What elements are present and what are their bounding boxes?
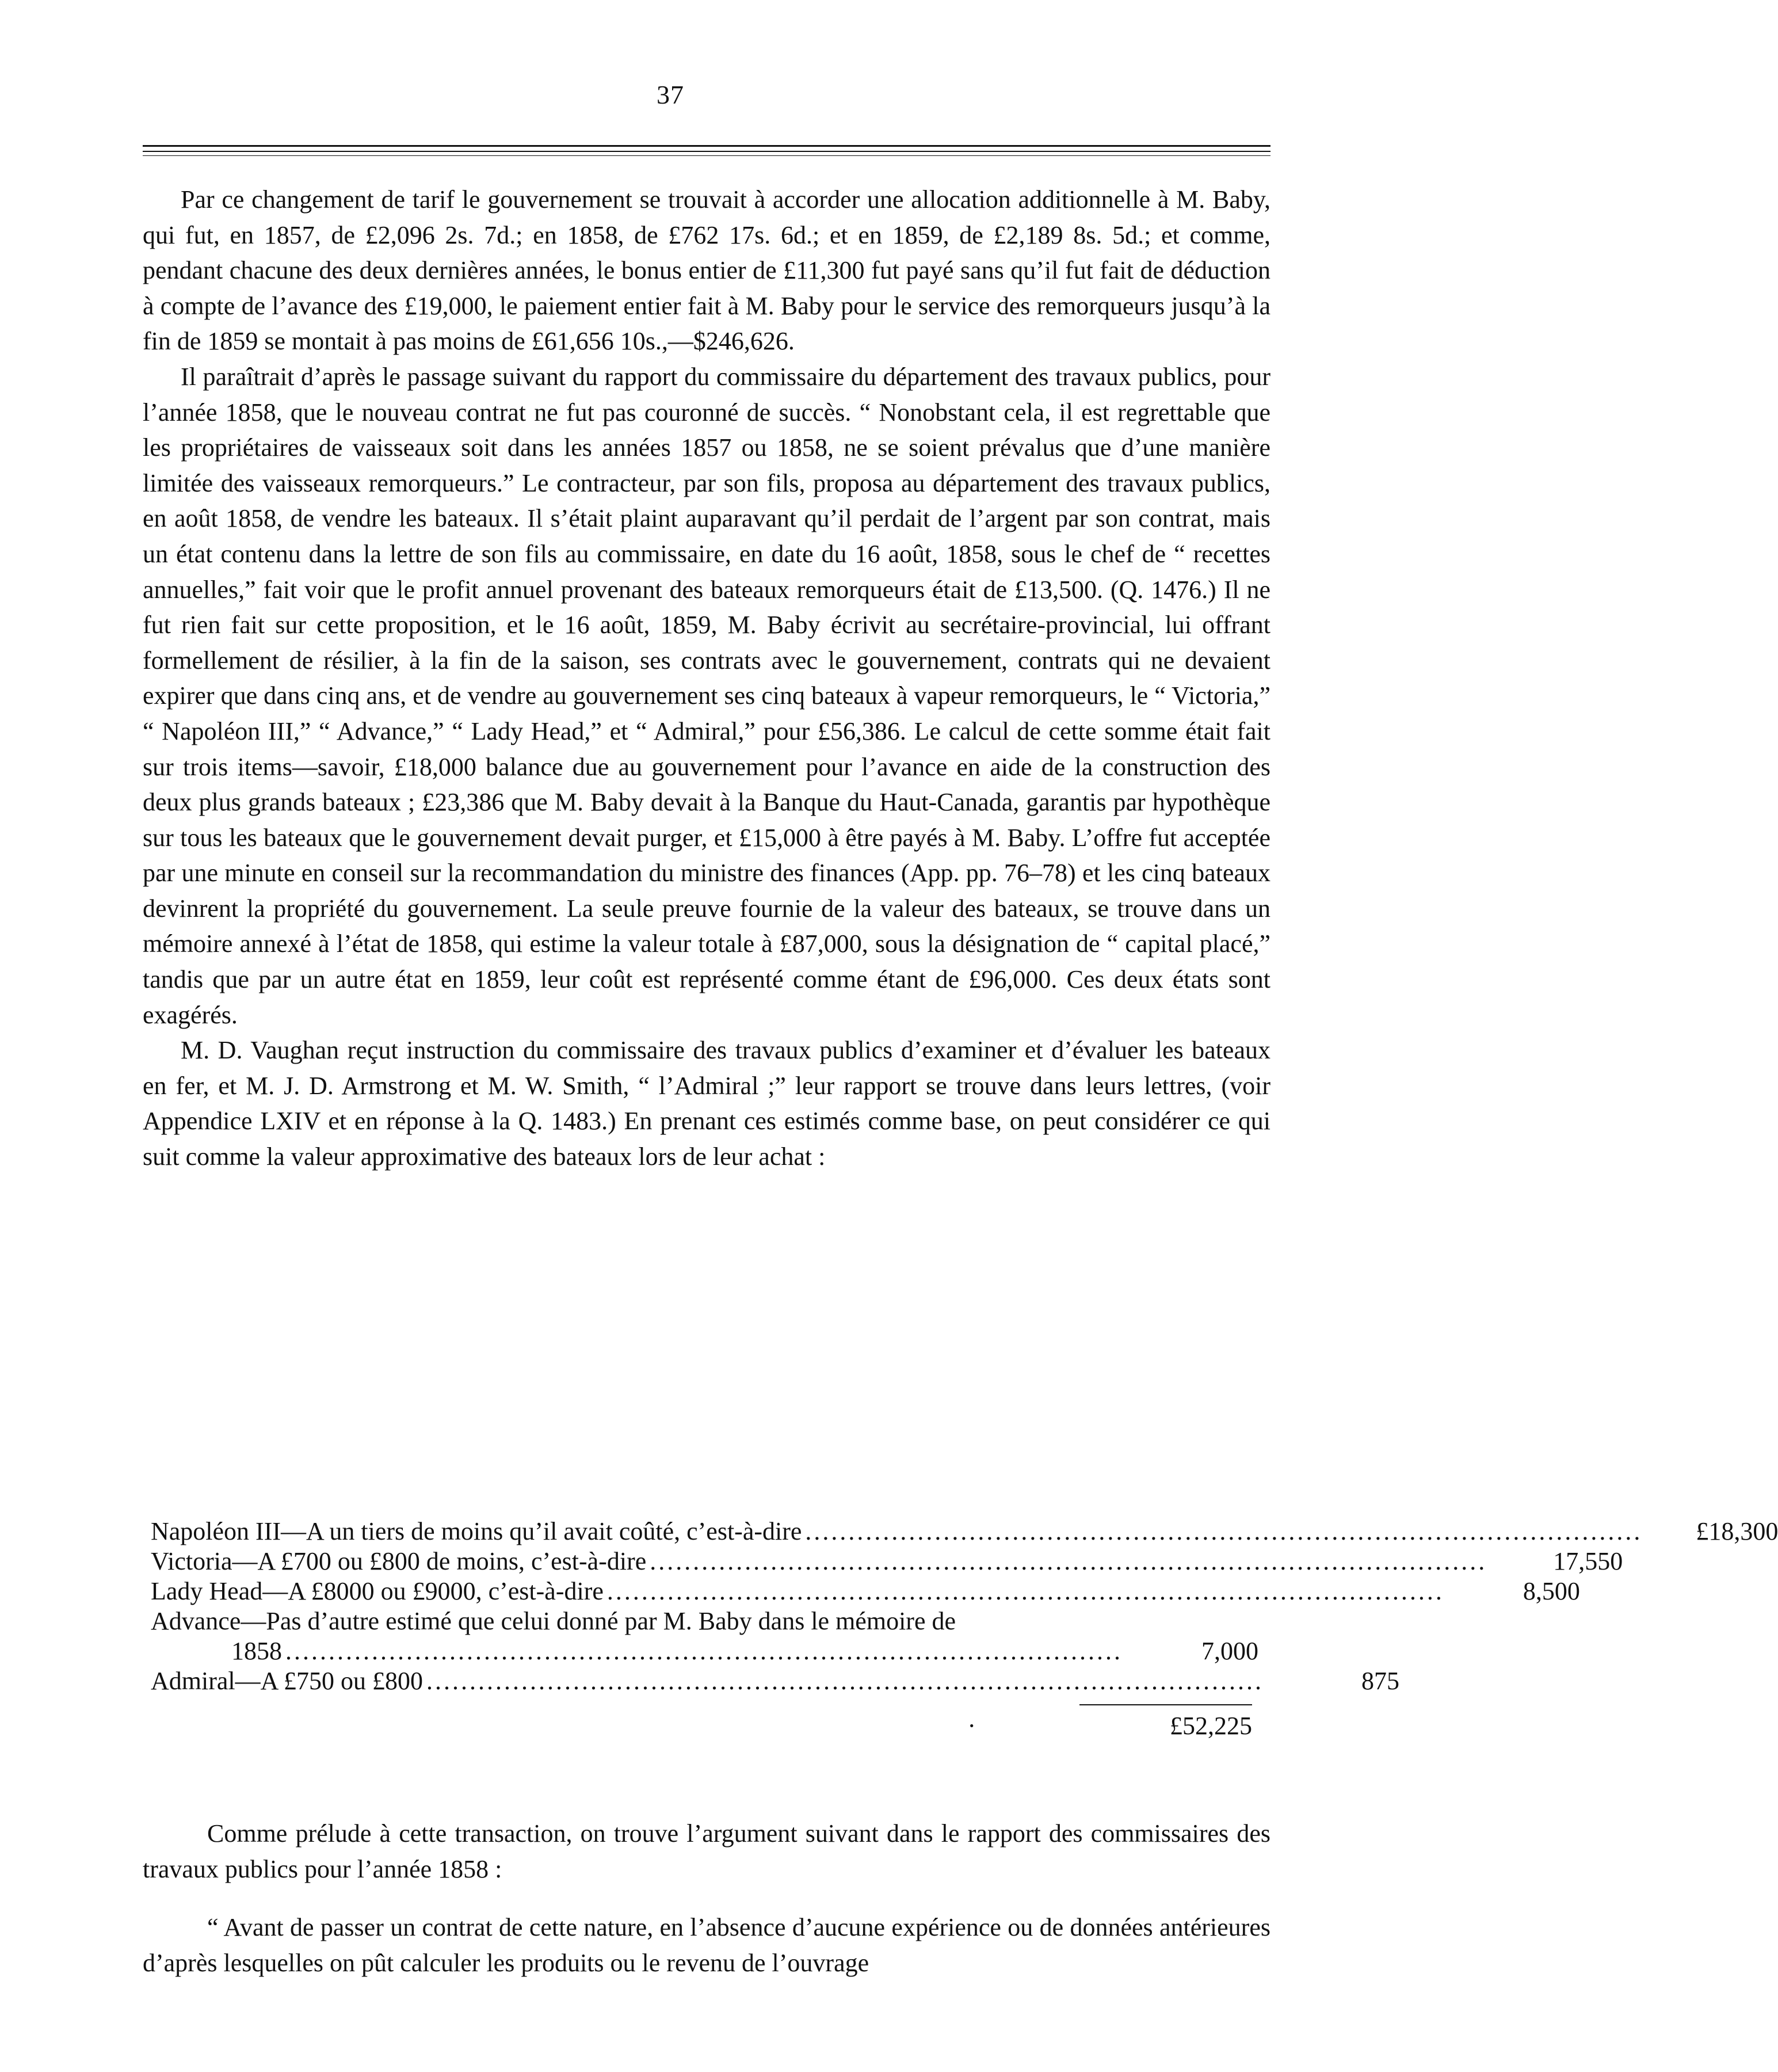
valuation-row-continuation <box>151 1636 1258 1666</box>
paragraph: M. D. Vaughan reçut instruction du commissaire des travaux publics d’examiner et d’évaluer les bateaux en fer, et M. J. D. Armstrong et M. W. Smith, “ l’Admiral ;” leur rapport se trouve dans leurs lettres, (voir Appendice LXIV et en réponse à la Q. 1483.) En prenant ces estimés comme base, on peut considérer ce qui suit comme la valeur approximative des bateaux lors de leur achat : <box>143 1036 1270 1171</box>
dot-leader: ................................................................................................. <box>426 1667 1264 1695</box>
valuation-row <box>151 1666 1399 1696</box>
dot-leader: ................................................................................................. <box>285 1637 1123 1665</box>
header-rule-2 <box>143 151 1270 152</box>
total-rule <box>1079 1704 1252 1705</box>
valuation-amount: 8,500 <box>1523 1577 1580 1605</box>
valuation-amount: £18,300 <box>1696 1517 1778 1545</box>
paragraph: Par ce changement de tarif le gouvernement se trouvait à accorder une allocation additionnelle à M. Baby, qui fut, en 1857, de £2,096 2s. 7d.; en 1858, de £762 17s. 6d.; et en 1859, de £2,189 8s. 5d.; et comme, pendant chacune des deux dernières années, le bonus entier de £11,300 fut payé sans qu’il fut fait de déduction à compte de l’avance des £19,000, le paiement entier fait à M. Baby pour le service des remorqueurs jusqu’à la fin de 1859 se montait à pas moins de £61,656 10s.,—$246,626. <box>143 185 1270 356</box>
valuation-amount: 7,000 <box>1201 1637 1258 1665</box>
valuation-row <box>151 1606 1252 1636</box>
valuation-row <box>151 1576 1580 1606</box>
closing-text <box>143 1816 1270 1980</box>
dot-leader: ................................................................................................. <box>650 1547 1487 1575</box>
quote-paragraph: “ Avant de passer un contrat de cette nature, en l’absence d’aucune expérience ou de données antérieures d’après lesquelles on pût calculer les produits ou le revenu de l’ouvrage <box>143 1913 1270 1977</box>
valuation-description: Victoria—A £700 ou £800 de moins, c’est-à-dire <box>151 1547 647 1575</box>
total-row <box>151 1711 1252 1741</box>
valuation-table <box>151 1517 1778 1741</box>
stray-dot: · <box>967 1712 976 1740</box>
paragraph: Il paraîtrait d’après le passage suivant du rapport du commissaire du département des travaux publics, pour l’année 1858, que le nouveau contrat ne fut pas couronné de succès. “ Nonobstant cela, il est regrettable que les propriétaires de vaisseaux soit dans les années 1857 ou 1858, ne se soient prévalus que d’une manière limitée des vaisseaux remorqueurs.” Le contracteur, par son fils, proposa au département des travaux publics, en août 1858, de vendre les bateaux. Il s’était plaint auparavant qu’il perdait de l’argent par son contrat, mais un état contenu dans la lettre de son fils au commissaire, en date du 16 août, 1858, sous le chef de “ recettes annuelles,” fait voir que le profit annuel provenant des bateaux remorqueurs était de £13,500. (Q. 1476.) Il ne fut rien fait sur cette proposition, et le 16 août, 1859, M. Baby écrivit au secrétaire-provincial, lui offrant formellement de résilier, à la fin de la saison, ses contrats avec le gouvernement, contrats qui ne devaient expirer que dans cinq ans, et de vendre au gouvernement ses cinq bateaux à vapeur remorqueurs, le “ Victoria,” “ Napoléon III,” “ Advance,” “ Lady Head,” et “ Admiral,” pour £56,386. Le calcul de cette somme était fait sur trois items—savoir, £18,000 balance due au gouvernement pour l’avance en aide de la construction des deux plus grands bateaux ; £23,386 que M. Baby devait à la Banque du Haut-Canada, garantis par hypothèque sur tous les bateaux que le gouvernement devait purger, et £15,000 à être payés à M. Baby. L’offre fut acceptée par une minute en conseil sur la recommandation du ministre des finances (App. pp. 76–78) et les cinq bateaux devinrent la propriété du gouvernement. La seule preuve fournie de la valeur des bateaux, se trouve dans un mémoire annexé à l’état de 1858, qui estime la valeur totale à £87,000, sous la désignation de “ capital placé,” tandis que par un autre état en 1859, leur coût est représenté comme étant de £96,000. Ces deux états sont exagérés. <box>143 362 1270 1029</box>
dot-leader: ................................................................................................. <box>606 1577 1444 1605</box>
valuation-description: Lady Head—A £8000 ou £9000, c’est-à-dire <box>151 1577 604 1605</box>
valuation-description: Admiral—A £750 ou £800 <box>151 1667 423 1695</box>
valuation-amount: 875 <box>1361 1667 1399 1695</box>
valuation-description: Napoléon III—A un tiers de moins qu’il avait coûté, c’est-à-dire <box>151 1517 802 1545</box>
header-rule-3 <box>143 155 1270 156</box>
valuation-total: £52,225 <box>1170 1712 1252 1740</box>
paragraph: Comme prélude à cette transaction, on trouve l’argument suivant dans le rapport des commissaires des travaux publics pour l’année 1858 : <box>143 1819 1270 1883</box>
page-number: 37 <box>657 80 684 109</box>
valuation-amount: 17,550 <box>1553 1547 1623 1575</box>
valuation-row <box>151 1547 1623 1576</box>
valuation-description: Advance—Pas d’autre estimé que celui donné par M. Baby dans le mémoire de <box>151 1607 956 1635</box>
valuation-description: 1858 <box>231 1637 282 1665</box>
header-rule <box>143 145 1270 147</box>
body-text <box>143 182 1270 1175</box>
dot-leader: ................................................................................................. <box>805 1517 1643 1545</box>
valuation-row <box>151 1517 1778 1547</box>
